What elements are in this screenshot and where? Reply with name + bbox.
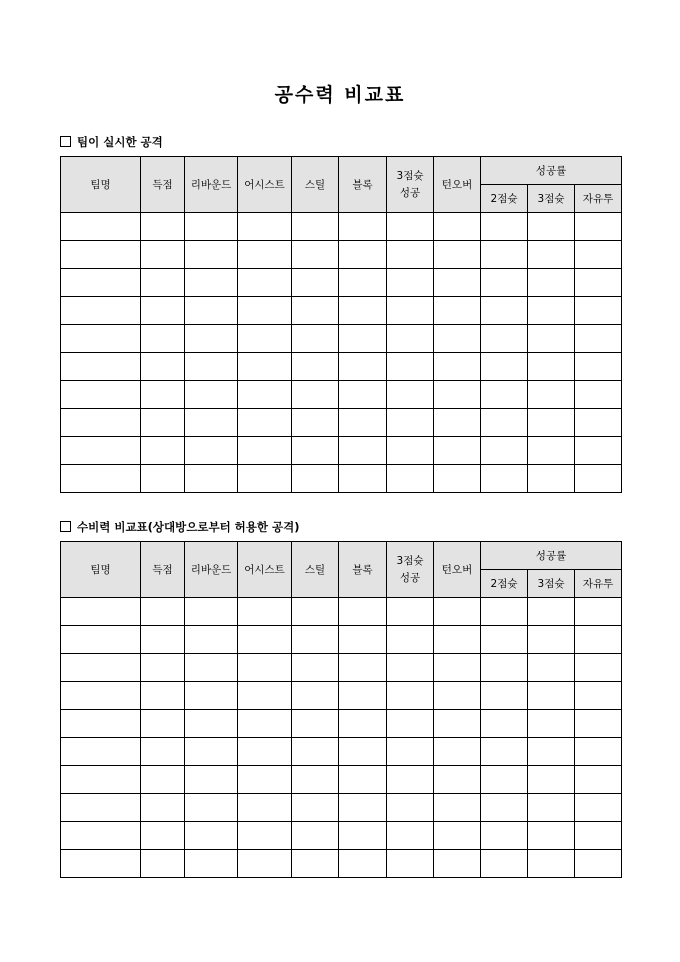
table-row <box>61 682 622 710</box>
checkbox-square-icon <box>60 521 71 532</box>
table-cell[interactable] <box>528 822 575 850</box>
table-cell[interactable] <box>575 465 622 493</box>
table-cell[interactable] <box>185 626 238 654</box>
table-cell[interactable] <box>292 794 339 822</box>
table-cell[interactable] <box>339 353 387 381</box>
table-cell[interactable] <box>575 626 622 654</box>
header-free-throw: 자유투 <box>575 570 622 598</box>
table-cell[interactable] <box>528 241 575 269</box>
header-points: 득점 <box>141 157 185 213</box>
table-cell[interactable] <box>481 710 528 738</box>
table-cell[interactable] <box>61 241 141 269</box>
header-three-made-line2: 성공 <box>399 571 421 584</box>
table-cell[interactable] <box>238 297 292 325</box>
header-steals: 스틸 <box>292 157 339 213</box>
table-cell[interactable] <box>575 850 622 878</box>
header-steals: 스틸 <box>292 542 339 598</box>
table-cell[interactable] <box>292 465 339 493</box>
table-cell[interactable] <box>528 213 575 241</box>
table-cell[interactable] <box>481 794 528 822</box>
table-cell[interactable] <box>61 682 141 710</box>
table-cell[interactable] <box>387 213 434 241</box>
table-cell[interactable] <box>339 626 387 654</box>
table-cell[interactable] <box>141 598 185 626</box>
table-cell[interactable] <box>528 682 575 710</box>
table-cell[interactable] <box>387 381 434 409</box>
table-cell[interactable] <box>339 598 387 626</box>
table-cell[interactable] <box>141 241 185 269</box>
table-cell[interactable] <box>434 381 481 409</box>
table-cell[interactable] <box>528 325 575 353</box>
table-cell[interactable] <box>387 465 434 493</box>
header-three-pt: 3점슛 <box>528 570 575 598</box>
table-cell[interactable] <box>481 822 528 850</box>
table-cell[interactable] <box>238 213 292 241</box>
table-cell[interactable] <box>434 465 481 493</box>
table-cell[interactable] <box>141 213 185 241</box>
table-cell[interactable] <box>61 297 141 325</box>
table-cell[interactable] <box>339 297 387 325</box>
table-cell[interactable] <box>339 465 387 493</box>
table-cell[interactable] <box>575 654 622 682</box>
table-cell[interactable] <box>292 409 339 437</box>
table-cell[interactable] <box>575 409 622 437</box>
section-heading-text: 수비력 비교표(상대방으로부터 허용한 공격) <box>77 520 300 534</box>
table-row <box>61 269 622 297</box>
table-cell[interactable] <box>61 766 141 794</box>
table-row <box>61 710 622 738</box>
table-cell[interactable] <box>238 626 292 654</box>
table-cell[interactable] <box>481 241 528 269</box>
table-cell[interactable] <box>434 437 481 465</box>
table-cell[interactable] <box>292 710 339 738</box>
table-cell[interactable] <box>575 325 622 353</box>
table-cell[interactable] <box>481 297 528 325</box>
table-row <box>61 241 622 269</box>
header-team: 팀명 <box>61 542 141 598</box>
table-cell[interactable] <box>575 241 622 269</box>
table-cell[interactable] <box>387 353 434 381</box>
table-cell[interactable] <box>185 598 238 626</box>
defense-table <box>60 541 622 878</box>
table-cell[interactable] <box>434 682 481 710</box>
table-cell[interactable] <box>292 297 339 325</box>
table-cell[interactable] <box>339 269 387 297</box>
table-cell[interactable] <box>387 241 434 269</box>
table-cell[interactable] <box>238 465 292 493</box>
header-success-rate: 성공률 <box>481 542 622 570</box>
table-cell[interactable] <box>61 822 141 850</box>
table-cell[interactable] <box>141 654 185 682</box>
table-row <box>61 437 622 465</box>
table-cell[interactable] <box>238 325 292 353</box>
table-cell[interactable] <box>61 794 141 822</box>
table-cell[interactable] <box>238 437 292 465</box>
table-cell[interactable] <box>575 381 622 409</box>
table-cell[interactable] <box>434 325 481 353</box>
table-cell[interactable] <box>387 766 434 794</box>
table-cell[interactable] <box>185 325 238 353</box>
table-cell[interactable] <box>141 822 185 850</box>
table-cell[interactable] <box>238 409 292 437</box>
table-cell[interactable] <box>434 738 481 766</box>
table-row <box>61 213 622 241</box>
table-cell[interactable] <box>185 437 238 465</box>
table-cell[interactable] <box>481 626 528 654</box>
table-cell[interactable] <box>61 626 141 654</box>
table-cell[interactable] <box>238 682 292 710</box>
table-row <box>61 654 622 682</box>
header-assists: 어시스트 <box>238 157 292 213</box>
table-cell[interactable] <box>528 269 575 297</box>
table-cell[interactable] <box>387 269 434 297</box>
table-row <box>61 626 622 654</box>
table-cell[interactable] <box>141 465 185 493</box>
table-cell[interactable] <box>575 822 622 850</box>
table-cell[interactable] <box>185 269 238 297</box>
table-cell[interactable] <box>434 850 481 878</box>
table-cell[interactable] <box>61 325 141 353</box>
table-cell[interactable] <box>528 465 575 493</box>
table-cell[interactable] <box>434 710 481 738</box>
table-cell[interactable] <box>141 794 185 822</box>
table-cell[interactable] <box>481 654 528 682</box>
table-cell[interactable] <box>434 598 481 626</box>
table-cell[interactable] <box>185 213 238 241</box>
table-cell[interactable] <box>185 465 238 493</box>
table-cell[interactable] <box>185 850 238 878</box>
table-cell[interactable] <box>387 409 434 437</box>
table-cell[interactable] <box>292 241 339 269</box>
page-title: 공수력 비교표 <box>274 84 406 106</box>
header-success-rate: 성공률 <box>481 157 622 185</box>
table-cell[interactable] <box>528 766 575 794</box>
table-cell[interactable] <box>292 766 339 794</box>
table-cell[interactable] <box>292 654 339 682</box>
defense-table-body <box>61 598 622 878</box>
table-cell[interactable] <box>339 654 387 682</box>
table-cell[interactable] <box>528 598 575 626</box>
table-cell[interactable] <box>238 353 292 381</box>
table-cell[interactable] <box>238 738 292 766</box>
header-free-throw: 자유투 <box>575 185 622 213</box>
table-cell[interactable] <box>528 850 575 878</box>
table-cell[interactable] <box>481 353 528 381</box>
table-cell[interactable] <box>141 325 185 353</box>
table-cell[interactable] <box>387 626 434 654</box>
header-turnovers: 턴오버 <box>434 157 481 213</box>
table-cell[interactable] <box>481 465 528 493</box>
table-cell[interactable] <box>434 353 481 381</box>
table-cell[interactable] <box>141 381 185 409</box>
table-row <box>61 381 622 409</box>
table-cell[interactable] <box>575 738 622 766</box>
table-cell[interactable] <box>61 269 141 297</box>
table-cell[interactable] <box>185 794 238 822</box>
table-cell[interactable] <box>185 738 238 766</box>
table-cell[interactable] <box>387 738 434 766</box>
table-row <box>61 766 622 794</box>
table-cell[interactable] <box>481 682 528 710</box>
offense-table <box>60 156 622 493</box>
table-cell[interactable] <box>185 654 238 682</box>
table-cell[interactable] <box>238 710 292 738</box>
table-cell[interactable] <box>238 794 292 822</box>
table-cell[interactable] <box>481 269 528 297</box>
table-row <box>61 850 622 878</box>
header-two-pt: 2점슛 <box>481 185 528 213</box>
table-cell[interactable] <box>387 297 434 325</box>
header-three-made-line2: 성공 <box>399 186 421 199</box>
table-cell[interactable] <box>387 794 434 822</box>
header-blocks: 블록 <box>339 542 387 598</box>
header-three-made <box>387 157 434 213</box>
table-cell[interactable] <box>575 682 622 710</box>
header-team: 팀명 <box>61 157 141 213</box>
table-cell[interactable] <box>434 297 481 325</box>
header-points: 득점 <box>141 542 185 598</box>
header-rebounds: 리바운드 <box>185 542 238 598</box>
table-cell[interactable] <box>292 437 339 465</box>
table-cell[interactable] <box>575 353 622 381</box>
table-cell[interactable] <box>528 710 575 738</box>
table-cell[interactable] <box>339 381 387 409</box>
table-cell[interactable] <box>481 437 528 465</box>
table-cell[interactable] <box>292 682 339 710</box>
table-cell[interactable] <box>185 710 238 738</box>
table-cell[interactable] <box>481 213 528 241</box>
table-cell[interactable] <box>387 822 434 850</box>
table-cell[interactable] <box>434 626 481 654</box>
table-cell[interactable] <box>185 766 238 794</box>
table-cell[interactable] <box>387 654 434 682</box>
table-cell[interactable] <box>339 682 387 710</box>
table-cell[interactable] <box>292 325 339 353</box>
table-cell[interactable] <box>185 241 238 269</box>
table-cell[interactable] <box>481 766 528 794</box>
table-cell[interactable] <box>434 654 481 682</box>
table-cell[interactable] <box>434 213 481 241</box>
header-three-made-line1: 3점슛 <box>396 554 424 567</box>
table-row <box>61 598 622 626</box>
table-cell[interactable] <box>528 353 575 381</box>
table-row <box>61 822 622 850</box>
table-cell[interactable] <box>434 766 481 794</box>
table-cell[interactable] <box>387 325 434 353</box>
table-cell[interactable] <box>528 794 575 822</box>
section-heading-text: 팀이 실시한 공격 <box>77 135 163 149</box>
table-cell[interactable] <box>61 213 141 241</box>
table-cell[interactable] <box>387 850 434 878</box>
table-cell[interactable] <box>141 710 185 738</box>
table-cell[interactable] <box>61 353 141 381</box>
table-cell[interactable] <box>434 822 481 850</box>
table-cell[interactable] <box>387 437 434 465</box>
table-cell[interactable] <box>339 710 387 738</box>
table-row <box>61 353 622 381</box>
table-cell[interactable] <box>61 654 141 682</box>
table-cell[interactable] <box>528 654 575 682</box>
table-cell[interactable] <box>339 437 387 465</box>
table-row <box>61 465 622 493</box>
table-cell[interactable] <box>339 409 387 437</box>
table-cell[interactable] <box>292 738 339 766</box>
section-title-defense <box>60 519 299 535</box>
table-cell[interactable] <box>292 381 339 409</box>
header-three-pt: 3점슛 <box>528 185 575 213</box>
table-cell[interactable] <box>61 738 141 766</box>
table-cell[interactable] <box>292 213 339 241</box>
table-cell[interactable] <box>339 850 387 878</box>
table-cell[interactable] <box>141 437 185 465</box>
table-cell[interactable] <box>238 381 292 409</box>
table-cell[interactable] <box>575 297 622 325</box>
table-cell[interactable] <box>141 626 185 654</box>
table-cell[interactable] <box>575 710 622 738</box>
table-cell[interactable] <box>185 381 238 409</box>
table-cell[interactable] <box>61 409 141 437</box>
table-cell[interactable] <box>141 682 185 710</box>
checkbox-square-icon <box>60 136 71 147</box>
table-row <box>61 409 622 437</box>
table-cell[interactable] <box>61 850 141 878</box>
table-cell[interactable] <box>61 381 141 409</box>
table-cell[interactable] <box>481 381 528 409</box>
table-cell[interactable] <box>575 766 622 794</box>
table-cell[interactable] <box>528 297 575 325</box>
table-cell[interactable] <box>292 822 339 850</box>
table-cell[interactable] <box>387 682 434 710</box>
table-cell[interactable] <box>141 297 185 325</box>
table-cell[interactable] <box>339 325 387 353</box>
table-cell[interactable] <box>528 409 575 437</box>
table-cell[interactable] <box>528 381 575 409</box>
table-row <box>61 738 622 766</box>
table-cell[interactable] <box>141 766 185 794</box>
table-cell[interactable] <box>575 598 622 626</box>
table-cell[interactable] <box>61 598 141 626</box>
table-cell[interactable] <box>339 822 387 850</box>
header-two-pt: 2점슛 <box>481 570 528 598</box>
table-cell[interactable] <box>481 409 528 437</box>
table-cell[interactable] <box>434 794 481 822</box>
table-cell[interactable] <box>387 598 434 626</box>
table-cell[interactable] <box>528 437 575 465</box>
table-cell[interactable] <box>185 297 238 325</box>
table-cell[interactable] <box>575 213 622 241</box>
table-cell[interactable] <box>185 409 238 437</box>
table-cell[interactable] <box>141 738 185 766</box>
table-cell[interactable] <box>339 794 387 822</box>
table-cell[interactable] <box>238 822 292 850</box>
table-cell[interactable] <box>339 241 387 269</box>
table-cell[interactable] <box>339 766 387 794</box>
table-cell[interactable] <box>481 850 528 878</box>
header-rebounds: 리바운드 <box>185 157 238 213</box>
table-cell[interactable] <box>61 710 141 738</box>
table-cell[interactable] <box>434 409 481 437</box>
table-cell[interactable] <box>292 269 339 297</box>
table-cell[interactable] <box>238 766 292 794</box>
table-cell[interactable] <box>141 353 185 381</box>
table-cell[interactable] <box>528 626 575 654</box>
table-cell[interactable] <box>481 598 528 626</box>
table-cell[interactable] <box>339 738 387 766</box>
table-cell[interactable] <box>61 465 141 493</box>
table-row <box>61 794 622 822</box>
offense-table-body <box>61 213 622 493</box>
table-cell[interactable] <box>481 325 528 353</box>
table-row <box>61 325 622 353</box>
header-blocks: 블록 <box>339 157 387 213</box>
table-cell[interactable] <box>292 598 339 626</box>
table-cell[interactable] <box>387 710 434 738</box>
header-assists: 어시스트 <box>238 542 292 598</box>
table-cell[interactable] <box>481 738 528 766</box>
table-cell[interactable] <box>339 213 387 241</box>
header-turnovers: 턴오버 <box>434 542 481 598</box>
table-cell[interactable] <box>238 850 292 878</box>
table-cell[interactable] <box>292 850 339 878</box>
table-cell[interactable] <box>141 850 185 878</box>
table-cell[interactable] <box>141 269 185 297</box>
table-cell[interactable] <box>61 437 141 465</box>
section-title-offense <box>60 134 163 150</box>
table-cell[interactable] <box>575 437 622 465</box>
table-cell[interactable] <box>238 241 292 269</box>
table-cell[interactable] <box>575 794 622 822</box>
table-cell[interactable] <box>434 241 481 269</box>
header-three-made <box>387 542 434 598</box>
table-row <box>61 297 622 325</box>
table-cell[interactable] <box>185 822 238 850</box>
table-cell[interactable] <box>238 269 292 297</box>
table-cell[interactable] <box>185 682 238 710</box>
table-cell[interactable] <box>141 409 185 437</box>
table-cell[interactable] <box>238 598 292 626</box>
header-three-made-line1: 3점슛 <box>396 169 424 182</box>
table-cell[interactable] <box>292 626 339 654</box>
table-cell[interactable] <box>292 353 339 381</box>
table-cell[interactable] <box>434 269 481 297</box>
table-cell[interactable] <box>528 738 575 766</box>
table-cell[interactable] <box>185 353 238 381</box>
table-cell[interactable] <box>575 269 622 297</box>
table-cell[interactable] <box>238 654 292 682</box>
